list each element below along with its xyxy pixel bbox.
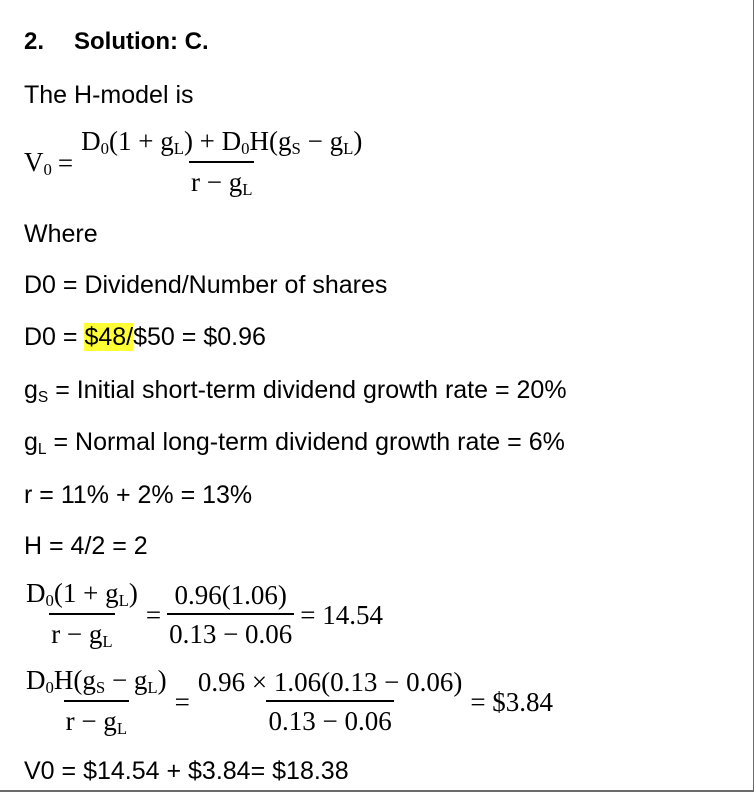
- eq1-numeric-fraction: $\frac{0.96(1.06)}{0.13 - 0.06}$: [169, 580, 293, 650]
- question-number: 2.: [24, 28, 45, 55]
- eq2-equals: =: [174, 686, 190, 717]
- final-result: V0 = $14.54 + $3.84= $18.38: [24, 757, 349, 785]
- eq2-numeric-fraction: $\frac{0.96 \times 1.06(0.13 - 0.06)}{0.13 - 0.06}$: [197, 667, 463, 737]
- where-text: Where: [24, 220, 98, 248]
- gl-definition: $g_L$ = Normal long-term dividend growth rate = 6%: [24, 428, 565, 458]
- eq1-symbolic-fraction: $\frac{D_0(1 + g_L)}{r - g_L}$: [26, 578, 138, 652]
- formula-lhs: $V_0$: [24, 146, 52, 179]
- eq2-result: = $3.84: [470, 686, 554, 717]
- eq1-result: = 14.54: [300, 599, 384, 630]
- r-calculation: r = 11% + 2% = 13%: [24, 481, 253, 509]
- formula-equals: =: [57, 147, 74, 178]
- eq1-equals: =: [145, 599, 162, 630]
- intro-text: The H-model is: [24, 81, 194, 109]
- highlighted-value: $48/: [84, 323, 134, 351]
- eq2-symbolic-fraction: $\frac{D_0H(g_S - g_L)}{r - g_L}$: [26, 665, 167, 739]
- solution-title: Solution: C.: [74, 28, 209, 55]
- formula-numerator: $D_0(1 + g_L) + D_0H(g_S - g_L)$: [81, 126, 363, 159]
- d0-definition: D0 = Dividend/Number of shares: [24, 271, 388, 299]
- formula-fraction: [79, 126, 364, 200]
- gs-definition: $g_S$ = Initial short-term dividend growth rate = 20%: [24, 376, 567, 406]
- solution-heading: [24, 28, 209, 56]
- h-calculation: H = 4/2 = 2: [24, 532, 148, 560]
- d0-calculation: D0 = $48/$50 = $0.96: [24, 323, 266, 351]
- first-term-equation: [24, 578, 389, 652]
- h-model-formula: [24, 126, 364, 200]
- second-term-equation: [24, 665, 559, 739]
- formula-denominator: $r - g_L$: [189, 161, 254, 200]
